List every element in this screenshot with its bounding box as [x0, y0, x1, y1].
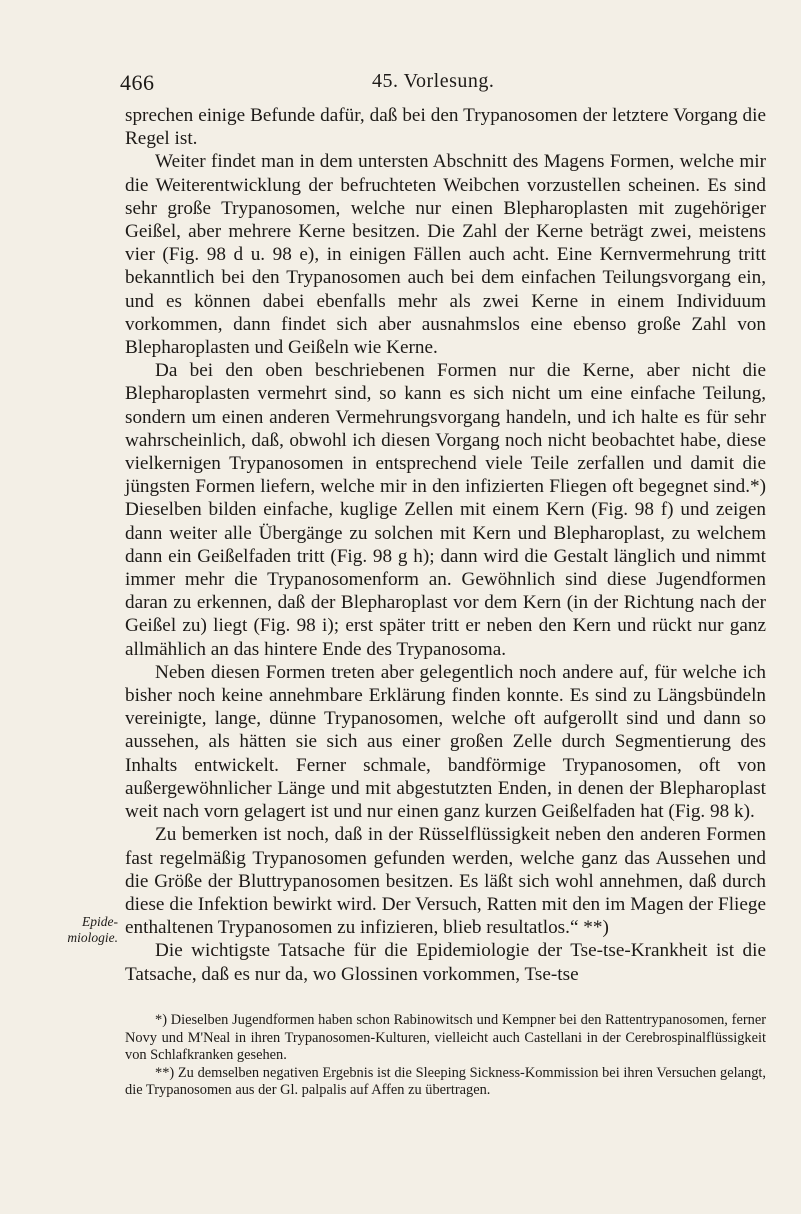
- paragraph-5: Zu bemerken ist noch, daß in der Rüsselflüssigkeit neben den anderen Formen fast regelmäßig Trypanosomen gefunden werden, welche ganz das Aussehen und die Größe der Bluttrypanosomen besitzen. Es läßt sich wohl annehmen, daß durch diese die Infektion bewirkt wird. Der Versuch, Ratten mit den im Magen der Fliege enthaltenen Trypanosomen zu infizieren, blieb resultatlos.“ **): [125, 824, 766, 939]
- footnote-1: *) Dieselben Jugendformen haben schon Rabinowitsch und Kempner bei den Rattentrypanosomen, ferner Novy und M'Neal in ihren Trypanosomen-Kulturen, vielleicht auch Castellani in der Cerebrospinalflüssigkeit von Schlafkranken gesehen.: [125, 1012, 766, 1064]
- running-head: 45. Vorlesung.: [372, 70, 495, 92]
- margin-note-line-1: Epide-: [82, 914, 118, 929]
- margin-note-line-2: miologie.: [67, 930, 118, 945]
- main-text: [125, 104, 766, 986]
- footnote-2: **) Zu demselben negativen Ergebnis ist die Sleeping Sickness-Kommission bei ihren Versuchen gelangt, die Trypanosomen aus der Gl. palpalis auf Affen zu übertragen.: [125, 1064, 766, 1099]
- paragraph-2: Weiter findet man in dem untersten Abschnitt des Magens Formen, welche mir die Weiterentwicklung der befruchteten Weibchen vorzustellen scheinen. Es sind sehr große Trypanosomen, welche nur einen Blepharoplasten mit zugehöriger Geißel, aber mehrere Kerne besitzen. Die Zahl der Kerne beträgt zwei, meistens vier (Fig. 98 d u. 98 e), in einigen Fällen auch acht. Eine Kernvermehrung tritt bekanntlich bei den Trypanosomen auch bei dem einfachen Teilungsvorgang ein, und es können dabei ebenfalls mehr als zwei Kerne in einem Individuum vorkommen, dann findet sich aber ausnahmslos eine ebenso große Zahl von Blepharoplasten und Geißeln wie Kerne.: [125, 151, 766, 359]
- margin-note: [20, 914, 118, 946]
- paragraph-1: sprechen einige Befunde dafür, daß bei den Trypanosomen der letztere Vorgang die Regel ist.: [125, 105, 766, 150]
- paragraph-6: Die wichtigste Tatsache für die Epidemiologie der Tse-tse-Krankheit ist die Tatsache, daß es nur da, wo Glossinen vorkommen, Tse-tse: [125, 940, 766, 985]
- page-number: 466: [120, 70, 155, 95]
- paragraph-3: Da bei den oben beschriebenen Formen nur die Kerne, aber nicht die Blepharoplasten vermehrt sind, so kann es sich nicht um eine einfache Teilung, sondern um einen anderen Vermehrungsvorgang handeln, und ich halte es für sehr wahrscheinlich, daß, obwohl ich diesen Vorgang noch nicht beobachtet habe, diese vielkernigen Trypanosomen in entsprechend viele Teile zerfallen und damit die jüngsten Formen liefern, welche mir in den infizierten Fliegen oft begegnet sind.*) Dieselben bilden einfache, kuglige Zellen mit einem Kern (Fig. 98 f) und zeigen dann weiter alle Übergänge zu solchen mit Kern und Blepharoplast, zu welchem dann ein Geißelfaden tritt (Fig. 98 g h); dann wird die Gestalt länglich und nimmt immer mehr die Trypanosomenform an. Gewöhnlich sind diese Jugendformen daran zu erkennen, daß der Blepharoplast vor dem Kern (in der Richtung nach der Geißel zu) liegt (Fig. 98 i); erst später tritt er neben den Kern und rückt nur ganz allmählich an das hintere Ende des Trypanosoma.: [125, 360, 766, 660]
- paragraph-4: Neben diesen Formen treten aber gelegentlich noch andere auf, für welche ich bisher noch keine annehmbare Erklärung finden konnte. Es sind zu Längsbündeln vereinigte, lange, dünne Trypanosomen, welche oft aufgerollt sind und dann so aussehen, als hätten sie sich aus einer großen Zelle durch Segmentierung des Inhalts entwickelt. Ferner schmale, bandförmige Trypanosomen, oft von außergewöhnlicher Länge und mit abgestutzten Enden, in denen der Blepharoplast weit nach vorn gelagert ist und nur einen ganz kurzen Geißelfaden hat (Fig. 98 k).: [125, 661, 766, 823]
- footnotes: [125, 1012, 766, 1100]
